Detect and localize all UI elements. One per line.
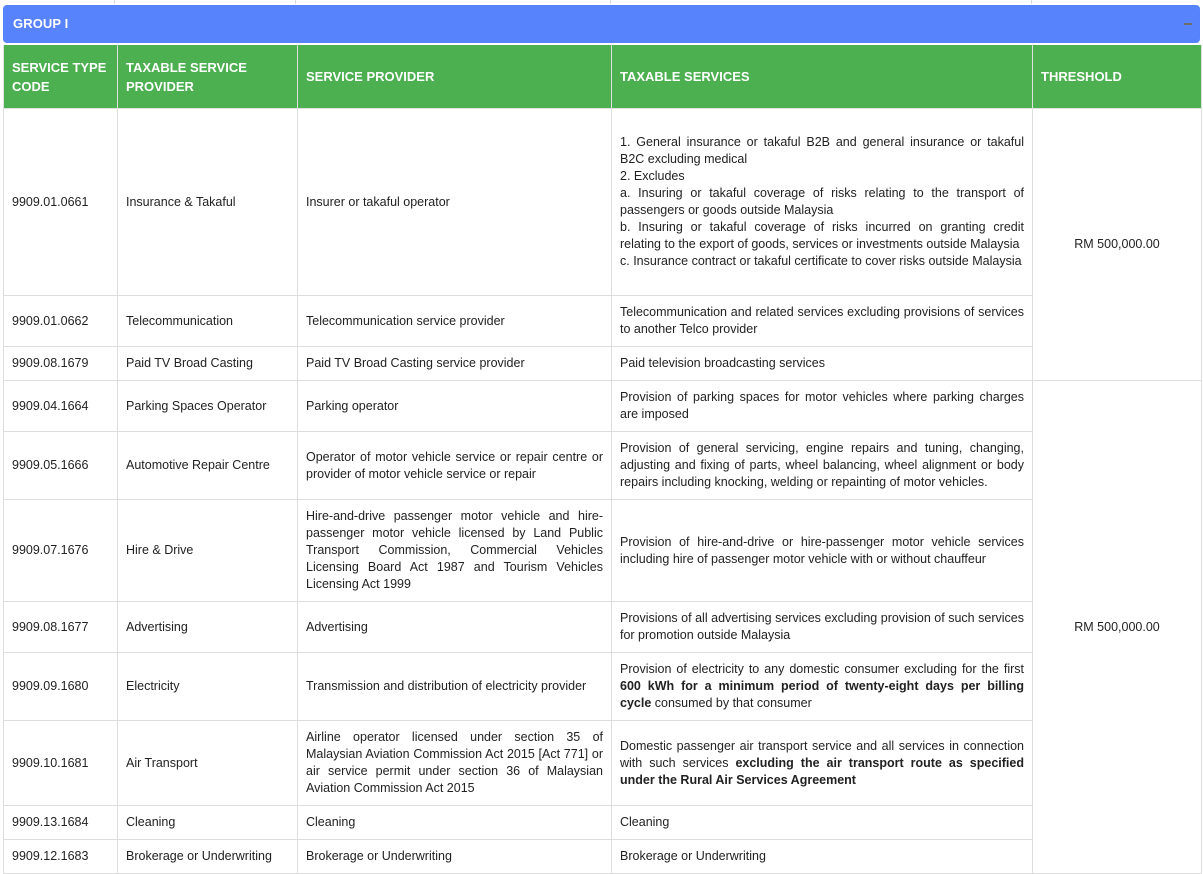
taxable-services: Provision of general servicing, engine repairs and tuning, changing, adjusting and fixing of parts, wheel balancing, wheel alignment or body repairs including knocking, welding or repainting of motor vehicles. <box>612 432 1033 500</box>
service-provider: Transmission and distribution of electricity provider <box>298 653 612 721</box>
service-provider: Parking operator <box>298 381 612 432</box>
table-row <box>4 840 1202 874</box>
taxable-service-provider: Air Transport <box>118 721 298 806</box>
service-type-code: 9909.13.1684 <box>4 806 118 840</box>
service-type-code: 9909.01.0661 <box>4 109 118 296</box>
service-provider: Operator of motor vehicle service or repair centre or provider of motor vehicle service or repair <box>298 432 612 500</box>
taxable-service-provider: Cleaning <box>118 806 298 840</box>
table-row <box>4 721 1202 806</box>
service-provider: Cleaning <box>298 806 612 840</box>
service-provider: Insurer or takaful operator <box>298 109 612 296</box>
group-header[interactable] <box>3 5 1200 43</box>
table-row <box>4 653 1202 721</box>
service-type-code: 9909.01.0662 <box>4 296 118 347</box>
table-header-row <box>4 45 1202 109</box>
service-type-code: 9909.05.1666 <box>4 432 118 500</box>
taxable-service-provider: Electricity <box>118 653 298 721</box>
taxable-services: Telecommunication and related services excluding provisions of services to another Telco provider <box>612 296 1033 347</box>
service-type-code: 9909.10.1681 <box>4 721 118 806</box>
service-type-code: 9909.09.1680 <box>4 653 118 721</box>
table-row <box>4 500 1202 602</box>
service-provider: Paid TV Broad Casting service provider <box>298 347 612 381</box>
service-type-code: 9909.12.1683 <box>4 840 118 874</box>
service-provider: Hire-and-drive passenger motor vehicle and hire-passenger motor vehicle licensed by Land Public Transport Commission, Commercial Vehicles Licensing Board Act 1987 and Tourism Vehicles Licensing Act 1999 <box>298 500 612 602</box>
service-type-code: 9909.07.1676 <box>4 500 118 602</box>
table-row <box>4 109 1202 296</box>
minus-icon[interactable] <box>1184 23 1192 25</box>
taxable-service-provider: Paid TV Broad Casting <box>118 347 298 381</box>
service-line: b. Insuring or takaful coverage of risks incurred on granting credit relating to the export of goods, services or investments outside Malaysia <box>620 220 1024 251</box>
service-line: a. Insuring or takaful coverage of risks relating to the transport of passengers or goods outside Malaysia <box>620 186 1024 217</box>
taxable-services: Brokerage or Underwriting <box>612 840 1033 874</box>
service-type-code: 9909.04.1664 <box>4 381 118 432</box>
service-line: 1. General insurance or takaful B2B and general insurance or takaful B2C excluding medical <box>620 135 1024 166</box>
taxable-services <box>612 721 1033 806</box>
taxable-services: Provision of hire-and-drive or hire-passenger motor vehicle services including hire of passenger motor vehicle with or without chauffeur <box>612 500 1033 602</box>
services-emphasis: 600 kWh for a minimum period of twenty-eight days per billing cycle <box>620 679 1024 710</box>
table-row <box>4 806 1202 840</box>
services-emphasis: excluding the air transport route as specified under the Rural Air Services Agreement <box>620 755 1024 787</box>
taxable-service-provider: Brokerage or Underwriting <box>118 840 298 874</box>
header-service-provider: SERVICE PROVIDER <box>298 45 612 109</box>
taxable-services: Cleaning <box>612 806 1033 840</box>
taxable-services: Paid television broadcasting services <box>612 347 1033 381</box>
header-threshold: THRESHOLD <box>1033 45 1202 109</box>
taxable-services-table <box>3 45 1202 874</box>
taxable-service-provider: Parking Spaces Operator <box>118 381 298 432</box>
service-provider: Airline operator licensed under section 35 of Malaysian Aviation Commission Act 2015 [Act 771] or air service permit under section 36 of Malaysian Aviation Commission Act 2015 <box>298 721 612 806</box>
taxable-services: Provision of parking spaces for motor vehicles where parking charges are imposed <box>612 381 1033 432</box>
header-taxable-service-provider: TAXABLE SERVICE PROVIDER <box>118 45 298 109</box>
service-provider: Advertising <box>298 602 612 653</box>
service-type-code: 9909.08.1677 <box>4 602 118 653</box>
threshold: RM 500,000.00 <box>1033 381 1202 874</box>
taxable-service-provider: Telecommunication <box>118 296 298 347</box>
header-taxable-services: TAXABLE SERVICES <box>612 45 1033 109</box>
service-line: 2. Excludes <box>620 169 685 183</box>
taxable-service-provider: Automotive Repair Centre <box>118 432 298 500</box>
services-text: Provision of electricity to any domestic consumer excluding for the first <box>620 662 1024 676</box>
group-title: GROUP I <box>13 16 69 31</box>
services-text: Domestic passenger air transport service and all services in connection with such services <box>620 738 1024 770</box>
taxable-services: Provisions of all advertising services excluding provision of such services for promotion outside Malaysia <box>612 602 1033 653</box>
service-line: c. Insurance contract or takaful certificate to cover risks outside Malaysia <box>620 254 1022 268</box>
service-provider: Telecommunication service provider <box>298 296 612 347</box>
table-row <box>4 296 1202 347</box>
header-service-type-code: SERVICE TYPE CODE <box>4 45 118 109</box>
table-row <box>4 432 1202 500</box>
taxable-services <box>612 653 1033 721</box>
taxable-service-provider: Hire & Drive <box>118 500 298 602</box>
previous-table-remnant <box>0 0 1203 4</box>
services-text: consumed by that consumer <box>651 696 812 710</box>
threshold: RM 500,000.00 <box>1033 109 1202 381</box>
table-row <box>4 381 1202 432</box>
table-row <box>4 602 1202 653</box>
taxable-service-provider: Insurance & Takaful <box>118 109 298 296</box>
taxable-services <box>612 109 1033 296</box>
taxable-service-provider: Advertising <box>118 602 298 653</box>
service-provider: Brokerage or Underwriting <box>298 840 612 874</box>
table-row <box>4 347 1202 381</box>
service-type-code: 9909.08.1679 <box>4 347 118 381</box>
